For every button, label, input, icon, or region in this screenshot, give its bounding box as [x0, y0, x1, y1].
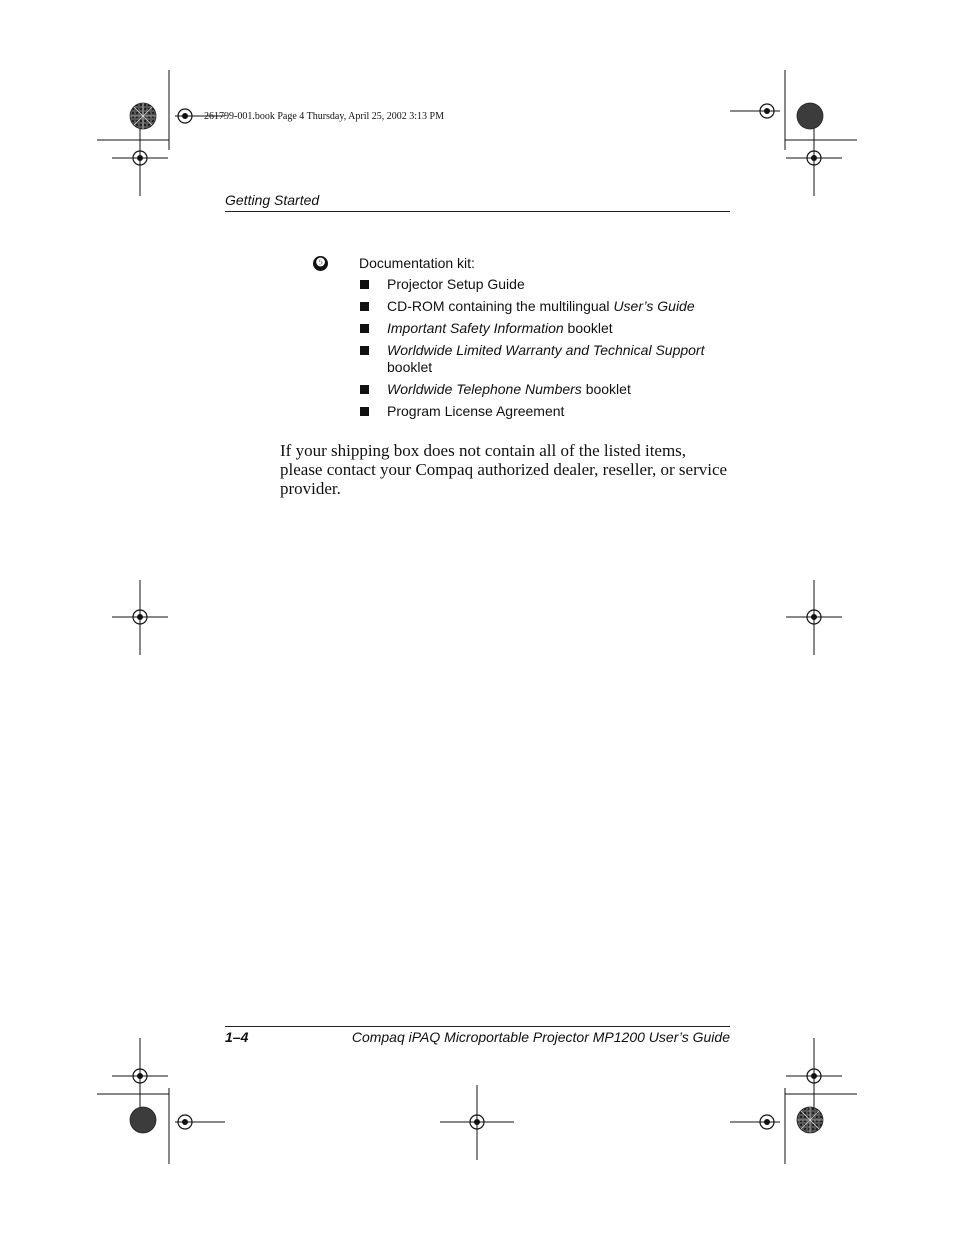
square-bullet-icon: [360, 346, 369, 355]
list-item: [359, 276, 730, 293]
list-item: [359, 320, 730, 337]
body-paragraph: If your shipping box does not contain all of the listed items, please contact your Compaq authorized dealer, reseller, or service provider.: [280, 441, 728, 498]
footer-book-title: Compaq iPAQ Microportable Projector MP1200 User’s Guide: [351, 1029, 730, 1045]
print-slug: 261799-001.book Page 4 Thursday, April 25, 2002 3:13 PM: [204, 111, 444, 122]
item-italic-text: Important Safety Information: [387, 320, 564, 336]
square-bullet-icon: [360, 407, 369, 416]
item-italic-text: Worldwide Limited Warranty and Technical Support: [387, 342, 705, 358]
item-italic-text: User’s Guide: [613, 298, 695, 314]
item-text: Projector Setup Guide: [387, 276, 525, 292]
square-bullet-icon: [360, 302, 369, 311]
callout-number-five: ❺: [313, 256, 328, 271]
documentation-kit-title: Documentation kit:: [359, 255, 475, 271]
documentation-kit-list: [359, 276, 730, 425]
item-text: booklet: [387, 359, 433, 375]
footer-rule: [225, 1026, 730, 1027]
item-text: CD-ROM containing the multilingual: [387, 298, 614, 314]
square-bullet-icon: [360, 385, 369, 394]
header-rule: [225, 211, 730, 212]
running-header: Getting Started: [225, 192, 320, 208]
item-italic-text: Worldwide Telephone Numbers: [387, 381, 582, 397]
page-number: 1–4: [225, 1029, 249, 1045]
square-bullet-icon: [360, 324, 369, 333]
item-text: Program License Agreement: [387, 403, 565, 419]
list-item: [359, 342, 730, 376]
square-bullet-icon: [360, 280, 369, 289]
list-item: [359, 298, 730, 315]
list-item: [359, 381, 730, 398]
item-text: booklet: [563, 320, 613, 336]
list-item: [359, 403, 730, 420]
item-text: booklet: [581, 381, 631, 397]
